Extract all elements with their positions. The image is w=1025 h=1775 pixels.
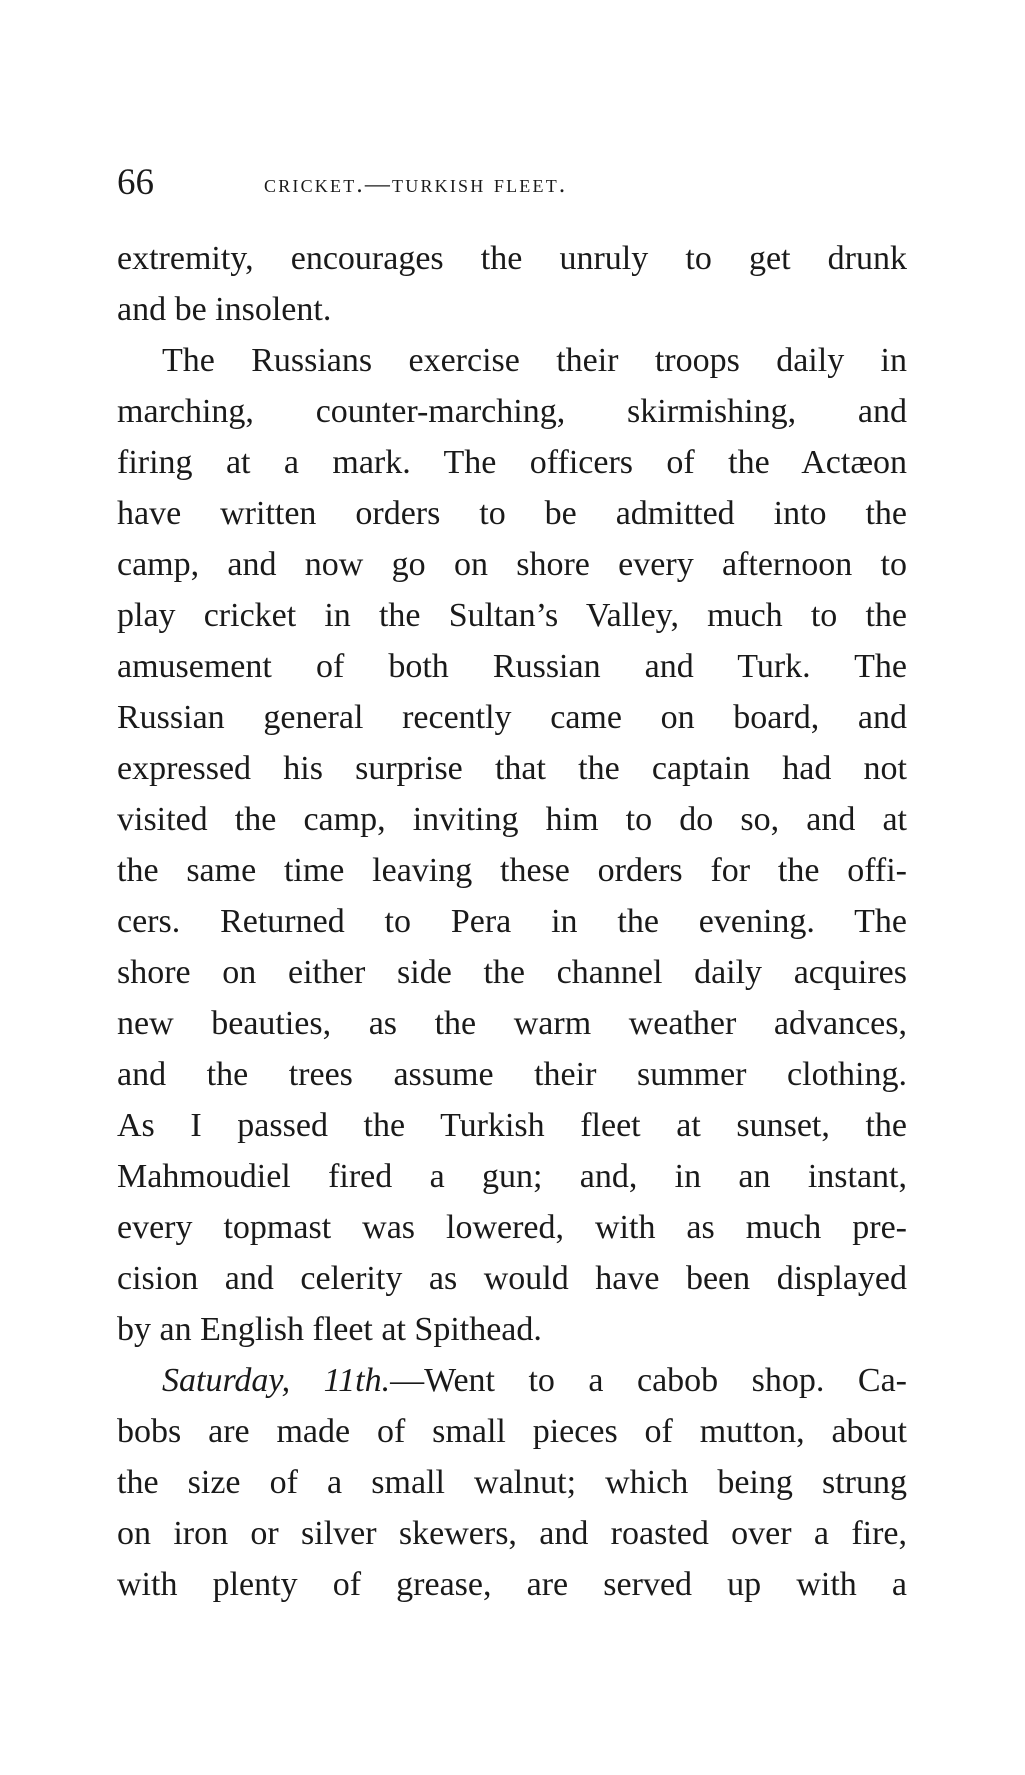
text-line: As I passed the Turkish fleet at sunset, the [117, 1107, 907, 1144]
text-line: marching, counter-marching, skirmishing, and [117, 393, 907, 430]
saturday-line [117, 1355, 907, 1406]
text-line: Mahmoudiel fired a gun; and, in an instant, [117, 1158, 907, 1195]
text-line: and the trees assume their summer clothing. [117, 1056, 907, 1093]
day-name: Saturday, [162, 1362, 291, 1399]
body-text [117, 233, 907, 1610]
text-line: amusement of both Russian and Turk. The [117, 648, 907, 685]
text-line: cers. Returned to Pera in the evening. The [117, 903, 907, 940]
text-line: new beauties, as the warm weather advances, [117, 1005, 907, 1042]
running-head: cricket.—turkish fleet. [264, 171, 568, 198]
text-line: every topmast was lowered, with as much pre- [117, 1209, 907, 1246]
page-number: 66 [117, 162, 154, 203]
text-line: expressed his surprise that the captain had not [117, 750, 907, 787]
text-line: camp, and now go on shore every afternoon to [117, 546, 907, 583]
text-line: and be insolent. [117, 291, 332, 328]
text-line: have written orders to be admitted into the [117, 495, 907, 532]
text-line: the size of a small walnut; which being strung [117, 1464, 907, 1501]
text-line: bobs are made of small pieces of mutton, about [117, 1413, 907, 1450]
text-line: play cricket in the Sultan’s Valley, much to the [117, 597, 907, 634]
text-line: shore on either side the channel daily acquires [117, 954, 907, 991]
page-header [117, 163, 907, 213]
saturday-text: —Went to a cabob shop. Ca- [390, 1362, 907, 1399]
text-line: visited the camp, inviting him to do so, and at [117, 801, 907, 838]
text-line: on iron or silver skewers, and roasted over a fire, [117, 1515, 907, 1552]
text-line: The Russians exercise their troops daily in [162, 342, 907, 379]
text-line: the same time leaving these orders for the offi- [117, 852, 907, 889]
text-line: cision and celerity as would have been displayed [117, 1260, 907, 1297]
text-line: with plenty of grease, are served up with a [117, 1566, 907, 1603]
text-line: Russian general recently came on board, and [117, 699, 907, 736]
text-line: firing at a mark. The officers of the Actæon [117, 444, 907, 481]
day-date: 11th. [323, 1362, 391, 1399]
text-line: extremity, encourages the unruly to get drunk [117, 240, 907, 277]
text-line: by an English fleet at Spithead. [117, 1311, 542, 1348]
